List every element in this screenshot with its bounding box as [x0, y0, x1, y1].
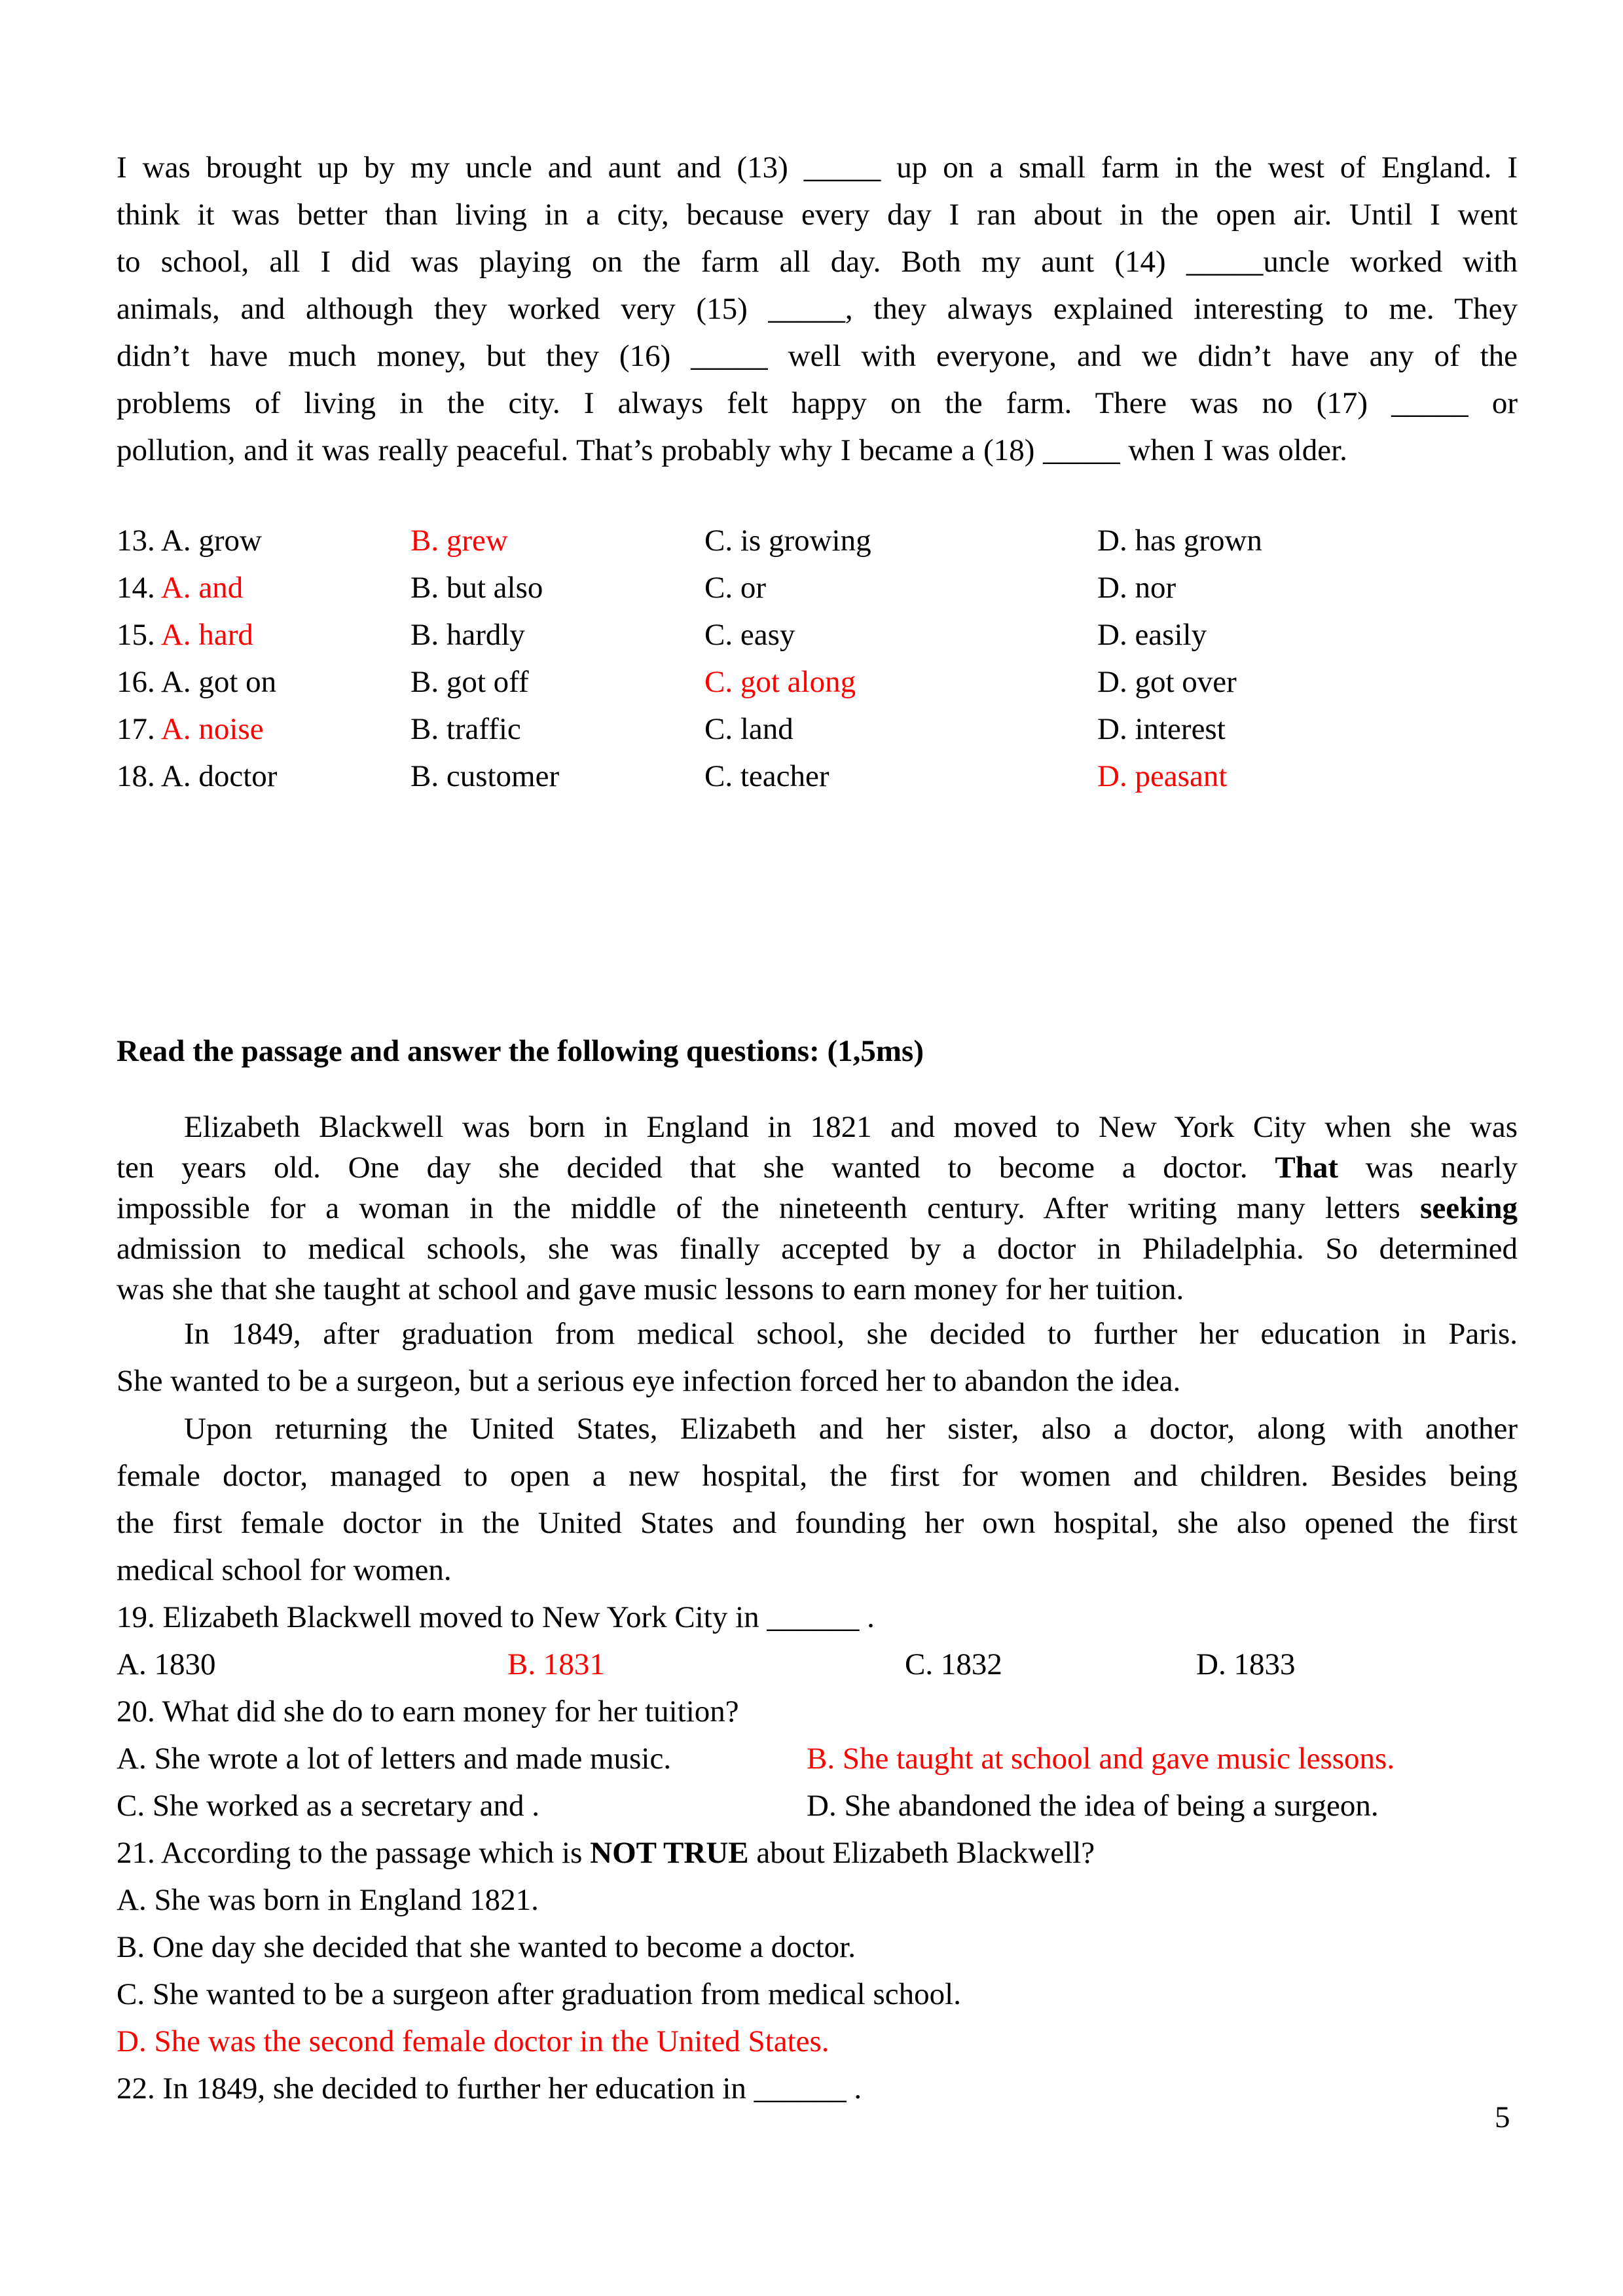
option-b: B. got off — [410, 665, 529, 699]
q20-option-c: C. She worked as a secretary and . — [117, 1789, 540, 1823]
option-a-number: 14. A. and — [117, 571, 244, 605]
passage-line — [117, 1188, 1518, 1229]
option-d: D. interest — [1097, 712, 1226, 746]
option-c: C. got along — [704, 665, 856, 699]
option-b: B. grew — [410, 524, 508, 558]
option-d: D. nor — [1097, 571, 1176, 605]
q21-option-a: A. She was born in England 1821. — [117, 1883, 539, 1917]
q20-option-b: B. She taught at school and gave music lessons. — [807, 1742, 1395, 1776]
cloze-line: think it was better than living in a city, because every day I ran about in the open air. Until I went — [117, 198, 1518, 232]
q21-stem-text: 21. According to the passage which is — [117, 1836, 591, 1870]
q20-option-a: A. She wrote a lot of letters and made music. — [117, 1742, 672, 1776]
question-22-stem: 22. In 1849, she decided to further her education in ______ . — [117, 2072, 862, 2106]
option-b: B. hardly — [410, 618, 525, 652]
cloze-line: pollution, and it was really peaceful. That’s probably why I became a (18) _____ when I was older. — [117, 433, 1347, 467]
option-d: D. easily — [1097, 618, 1207, 652]
cloze-line: didn’t have much money, but they (16) _____ well with everyone, and we didn’t have any of the — [117, 339, 1518, 373]
cloze-line: problems of living in the city. I always felt happy on the farm. There was no (17) _____ or — [117, 386, 1518, 420]
option-c: C. land — [704, 712, 793, 746]
option-a-answer: A. hard — [160, 618, 253, 652]
option-c: C. teacher — [704, 759, 830, 793]
option-a-answer: A. noise — [160, 712, 264, 746]
q19-option-a: A. 1830 — [117, 1647, 216, 1681]
question-19-stem: 19. Elizabeth Blackwell moved to New York City in ______ . — [117, 1600, 875, 1634]
option-a-answer: A. and — [160, 571, 244, 605]
passage-text: impossible for a woman in the middle of the nineteenth century. After writing many letters — [117, 1191, 1421, 1225]
q21-stem-emphasis: NOT TRUE — [590, 1836, 749, 1870]
highlighted-word: seeking — [1420, 1191, 1518, 1225]
cloze-line: to school, all I did was playing on the farm all day. Both my aunt (14) _____uncle worked with — [117, 245, 1518, 279]
q20-option-d: D. She abandoned the idea of being a surgeon. — [807, 1789, 1379, 1823]
option-a: 18. A. doctor — [117, 759, 278, 793]
question-19-options — [117, 1641, 1518, 1688]
option-c: C. or — [704, 571, 766, 605]
cloze-line: I was brought up by my uncle and aunt and (13) _____ up on a small farm in the west of England. I — [117, 151, 1518, 185]
passage-line: Elizabeth Blackwell was born in England in 1821 and moved to New York City when she was — [184, 1110, 1518, 1144]
passage-line: medical school for women. — [117, 1553, 452, 1587]
option-c: C. is growing — [704, 524, 871, 558]
page-number: 5 — [1495, 2100, 1510, 2134]
option-a: 13. A. grow — [117, 524, 262, 558]
option-b: B. but also — [410, 571, 543, 605]
q19-option-c: C. 1832 — [905, 1647, 1002, 1681]
question-20-options-row-2 — [117, 1782, 1518, 1829]
option-a-number: 17. A. noise — [117, 712, 264, 746]
passage-line — [117, 1147, 1518, 1188]
question-20-stem: 20. What did she do to earn money for her tuition? — [117, 1695, 739, 1729]
passage-text: ten years old. One day she decided that she wanted to become a doctor. — [117, 1151, 1275, 1185]
option-b: B. customer — [410, 759, 560, 793]
highlighted-word: That — [1275, 1151, 1338, 1185]
q21-stem-text: about Elizabeth Blackwell? — [748, 1836, 1095, 1870]
question-20-options-row-1 — [117, 1735, 1518, 1782]
passage-line: In 1849, after graduation from medical school, she decided to further her education in Paris. — [184, 1317, 1518, 1351]
passage-line: was she that she taught at school and gave music lessons to earn money for her tuition. — [117, 1272, 1184, 1306]
q19-option-b: B. 1831 — [507, 1647, 605, 1681]
q21-option-b: B. One day she decided that she wanted to become a doctor. — [117, 1930, 856, 1964]
option-b: B. traffic — [410, 712, 521, 746]
passage-line: Upon returning the United States, Elizabeth and her sister, also a doctor, along with another — [184, 1412, 1518, 1446]
reading-heading: Read the passage and answer the following questions: (1,5ms) — [117, 1034, 924, 1068]
option-d: D. got over — [1097, 665, 1237, 699]
cloze-line: animals, and although they worked very (15) _____, they always explained interesting to me. They — [117, 292, 1518, 326]
option-a: 16. A. got on — [117, 665, 277, 699]
option-a-number: 15. A. hard — [117, 618, 253, 652]
q21-option-c: C. She wanted to be a surgeon after graduation from medical school. — [117, 1977, 961, 2011]
passage-line: female doctor, managed to open a new hospital, the first for women and children. Besides being — [117, 1459, 1518, 1493]
passage-line: the first female doctor in the United States and founding her own hospital, she also opened the first — [117, 1506, 1518, 1540]
q19-option-d: D. 1833 — [1196, 1647, 1296, 1681]
option-d: D. peasant — [1097, 759, 1228, 793]
passage-text: was nearly — [1338, 1151, 1518, 1185]
passage-line: She wanted to be a surgeon, but a serious eye infection forced her to abandon the idea. — [117, 1364, 1181, 1398]
question-21-stem — [117, 1829, 1095, 1876]
passage-line: admission to medical schools, she was finally accepted by a doctor in Philadelphia. So determined — [117, 1232, 1518, 1266]
q21-option-d: D. She was the second female doctor in the United States. — [117, 2024, 830, 2058]
option-c: C. easy — [704, 618, 795, 652]
option-d: D. has grown — [1097, 524, 1262, 558]
